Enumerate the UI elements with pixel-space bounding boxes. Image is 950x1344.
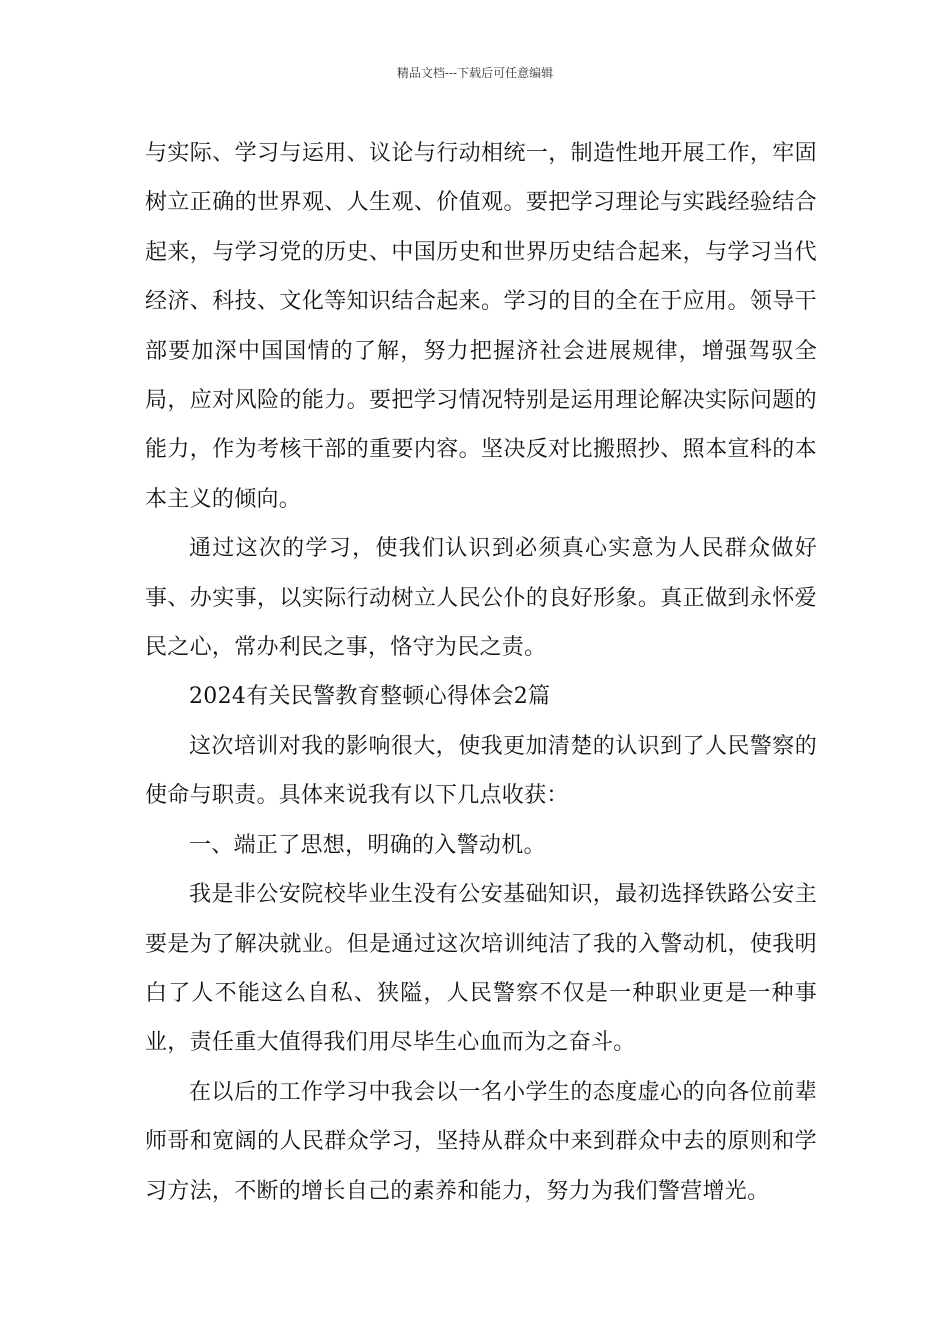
section-title: 2024有关民警教育整顿心得体会2篇 xyxy=(189,684,551,710)
paragraph: 通过这次的学习，使我们认识到必须真心实意为人民群众做好事、办实事，以实际行动树立人民公仆的良好形象。真正做到永怀爱民之心，常办利民之事，恪守为民之责。 xyxy=(145,536,817,661)
paragraph-continuation: 与实际、学习与运用、议论与行动相统一，制造性地开展工作，牢固树立正确的世界观、人生观、价值观。要把学习理论与实践经验结合起来，与学习党的历史、中国历史和世界历史结合起来，与学习当代经济、科技、文化等知识结合起来。学习的目的全在于应用。领导干部要加深中国国情的了解，努力把握济社会进展规律，增强驾驭全局，应对风险的能力。要把学习情况特别是运用理论解决实际问题的能力，作为考核干部的重要内容。坚决反对比搬照抄、照本宣科的本本主义的倾向。 xyxy=(145,141,817,512)
point-heading: 一、端正了思想，明确的入警动机。 xyxy=(189,832,546,858)
paragraph: 在以后的工作学习中我会以一名小学生的态度虚心的向各位前辈师哥和宽阔的人民群众学习，坚持从群众中来到群众中去的原则和学习方法，不断的增长自己的素养和能力，努力为我们警营增光。 xyxy=(145,1079,817,1204)
paragraph: 这次培训对我的影响很大，使我更加清楚的认识到了人民警察的使命与职责。具体来说我有以下几点收获： xyxy=(145,733,817,809)
page-header: 精品文档---下载后可任意编辑 xyxy=(396,66,554,80)
paragraph: 我是非公安院校毕业生没有公安基础知识，最初选择铁路公安主要是为了解决就业。但是通过这次培训纯洁了我的入警动机，使我明白了人不能这么自私、狭隘，人民警察不仅是一种职业更是一种事业，责任重大值得我们用尽毕生心血而为之奋斗。 xyxy=(145,882,817,1056)
document-body xyxy=(145,129,817,1216)
